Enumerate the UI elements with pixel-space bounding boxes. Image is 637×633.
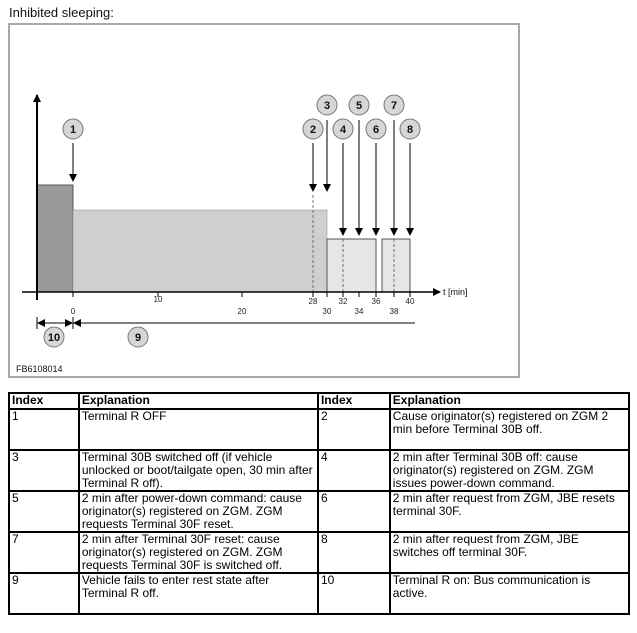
time-axis-label: t [min] <box>443 287 468 297</box>
svg-text:6: 6 <box>372 124 380 136</box>
callout-8 <box>400 119 420 139</box>
callout-1 <box>63 119 83 139</box>
explanation-cell: Terminal R on: Bus communication is active. <box>390 573 629 614</box>
callout-3 <box>317 95 337 115</box>
tick-label-28: 28 <box>308 297 318 306</box>
callout-9 <box>128 327 148 347</box>
explanation-table <box>8 392 630 615</box>
explanation-cell: Terminal 30B switched off (if vehicle unlocked or boot/tailgate open, 30 min after Terminal R off). <box>79 450 318 491</box>
callout-6 <box>366 119 386 139</box>
index-cell: 6 <box>318 491 390 532</box>
tick-label-20: 20 <box>237 307 247 316</box>
tick-label-0: 0 <box>70 307 76 316</box>
svg-text:7: 7 <box>390 100 398 112</box>
svg-text:1: 1 <box>69 124 77 136</box>
tick-label-10: 10 <box>153 295 163 304</box>
header-index-1: Index <box>9 393 79 409</box>
tick-label-32: 32 <box>338 297 348 306</box>
power-down-bar-2 <box>382 239 410 292</box>
index-cell: 4 <box>318 450 390 491</box>
no-sleep-bar <box>73 210 327 292</box>
explanation-cell: 2 min after request from ZGM, JBE switches off terminal 30F. <box>390 532 629 573</box>
svg-text:9: 9 <box>134 332 142 344</box>
svg-text:2: 2 <box>309 124 317 136</box>
table-row <box>9 491 629 532</box>
index-cell: 5 <box>9 491 79 532</box>
explanation-cell: Vehicle fails to enter rest state after Terminal R off. <box>79 573 318 614</box>
power-down-bar-1 <box>327 239 376 292</box>
tick-label-30: 30 <box>322 307 332 316</box>
index-cell: 10 <box>318 573 390 614</box>
index-cell: 3 <box>9 450 79 491</box>
table-row <box>9 450 629 491</box>
figure-code: FB6108014 <box>16 364 63 374</box>
index-cell: 9 <box>9 573 79 614</box>
explanation-cell: 2 min after Terminal 30F reset: cause originator(s) registered on ZGM. ZGM requests Terminal 30F is switched off. <box>79 532 318 573</box>
svg-text:3: 3 <box>323 100 331 112</box>
header-explanation-1: Explanation <box>79 393 318 409</box>
svg-text:10: 10 <box>47 332 61 344</box>
explanation-cell: Terminal R OFF <box>79 409 318 450</box>
explanation-cell: 2 min after power-down command: cause originator(s) registered on ZGM. ZGM requests Terminal 30F reset. <box>79 491 318 532</box>
tick-label-34: 34 <box>354 307 364 316</box>
header-index-2: Index <box>318 393 390 409</box>
tick-label-38: 38 <box>389 307 399 316</box>
tick-label-40: 40 <box>405 297 415 306</box>
callout-10 <box>44 327 64 347</box>
svg-text:5: 5 <box>355 100 363 112</box>
svg-text:4: 4 <box>339 124 347 136</box>
table-row <box>9 409 629 450</box>
callout-2 <box>303 119 323 139</box>
table-row <box>9 573 629 614</box>
explanation-cell: Cause originator(s) registered on ZGM 2 min before Terminal 30B off. <box>390 409 629 450</box>
index-cell: 8 <box>318 532 390 573</box>
bus-active-bar <box>37 185 73 292</box>
timing-diagram <box>8 23 520 378</box>
explanation-cell: 2 min after request from ZGM, JBE resets terminal 30F. <box>390 491 629 532</box>
callout-7 <box>384 95 404 115</box>
callout-4 <box>333 119 353 139</box>
index-cell: 2 <box>318 409 390 450</box>
header-explanation-2: Explanation <box>390 393 629 409</box>
diagram-heading: Inhibited sleeping: <box>9 5 114 20</box>
explanation-cell: 2 min after Terminal 30B off: cause originator(s) registered on ZGM. ZGM issues power-down command. <box>390 450 629 491</box>
index-cell: 7 <box>9 532 79 573</box>
tick-label-36: 36 <box>371 297 381 306</box>
callout-5 <box>349 95 369 115</box>
timing-diagram-svg <box>10 25 518 376</box>
svg-text:8: 8 <box>406 124 414 136</box>
index-cell: 1 <box>9 409 79 450</box>
table-row <box>9 532 629 573</box>
table-header-row <box>9 393 629 409</box>
